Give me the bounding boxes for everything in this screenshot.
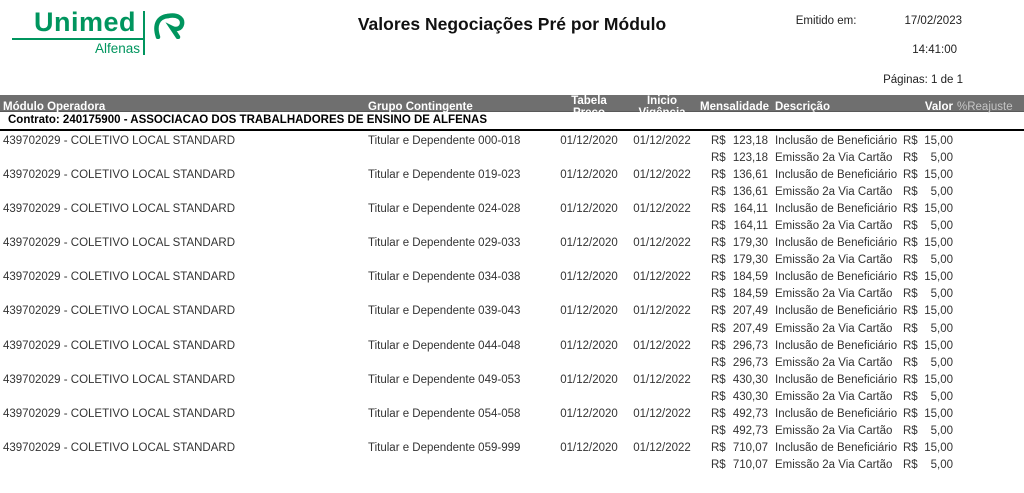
cell-tabela-preco: 01/12/2020	[560, 237, 618, 250]
cell-mensalidade-valor: 430,30	[732, 390, 768, 403]
cell-valor-currency: R$	[903, 271, 918, 284]
cell-valor-currency: R$	[903, 220, 918, 233]
cell-mensalidade-currency: R$	[711, 339, 726, 352]
table-row	[0, 371, 1024, 388]
cell-inicio-vigencia: 01/12/2022	[633, 373, 691, 386]
cell-valor: 5,00	[930, 288, 953, 301]
cell-valor: 15,00	[924, 373, 953, 386]
cell-modulo-operadora: 439702029 - COLETIVO LOCAL STANDARD	[3, 237, 236, 250]
table-row	[0, 149, 1024, 166]
table-row	[0, 354, 1024, 371]
cell-inicio-vigencia: 01/12/2022	[633, 271, 691, 284]
col-valor: Valor	[924, 101, 953, 113]
cell-grupo-contingente: Titular e Dependente 000-018	[368, 134, 521, 147]
cell-valor: 5,00	[930, 322, 953, 335]
cell-valor-currency: R$	[903, 425, 918, 438]
cell-modulo-operadora: 439702029 - COLETIVO LOCAL STANDARD	[3, 442, 236, 455]
cell-inicio-vigencia: 01/12/2022	[633, 168, 691, 181]
col-modulo-operadora: Módulo Operadora	[3, 101, 106, 113]
cell-mensalidade-valor: 123,18	[732, 151, 768, 164]
cell-mensalidade-currency: R$	[711, 202, 726, 215]
cell-modulo-operadora: 439702029 - COLETIVO LOCAL STANDARD	[3, 373, 236, 386]
cell-descricao: Emissão 2a Via Cartão	[775, 288, 893, 301]
cell-mensalidade-currency: R$	[711, 254, 726, 267]
cell-descricao: Emissão 2a Via Cartão	[775, 254, 893, 267]
cell-valor: 15,00	[924, 134, 953, 147]
cell-tabela-preco: 01/12/2020	[560, 134, 618, 147]
cell-descricao: Emissão 2a Via Cartão	[775, 390, 893, 403]
cell-valor-currency: R$	[903, 202, 918, 215]
table-row	[0, 406, 1024, 423]
cell-valor: 15,00	[924, 305, 953, 318]
col-descricao: Descrição	[775, 101, 830, 113]
cell-modulo-operadora: 439702029 - COLETIVO LOCAL STANDARD	[3, 271, 236, 284]
cell-inicio-vigencia: 01/12/2022	[633, 134, 691, 147]
cell-inicio-vigencia: 01/12/2022	[633, 305, 691, 318]
cell-descricao: Emissão 2a Via Cartão	[775, 356, 893, 369]
cell-mensalidade-valor: 710,07	[732, 442, 768, 455]
table-row	[0, 457, 1024, 474]
cell-inicio-vigencia: 01/12/2022	[633, 237, 691, 250]
cell-mensalidade-currency: R$	[711, 220, 726, 233]
cell-grupo-contingente: Titular e Dependente 059-999	[368, 442, 521, 455]
cell-mensalidade-valor: 492,73	[732, 425, 768, 438]
cell-mensalidade-currency: R$	[711, 237, 726, 250]
cell-valor-currency: R$	[903, 305, 918, 318]
cell-mensalidade-currency: R$	[711, 288, 726, 301]
cell-tabela-preco: 01/12/2020	[560, 168, 618, 181]
cell-mensalidade-valor: 179,30	[732, 254, 768, 267]
cell-descricao: Inclusão de Beneficiário	[775, 168, 898, 181]
cell-valor-currency: R$	[903, 151, 918, 164]
cell-valor: 15,00	[924, 237, 953, 250]
cell-valor: 15,00	[924, 408, 953, 421]
cell-tabela-preco: 01/12/2020	[560, 271, 618, 284]
table-row	[0, 337, 1024, 354]
table-row	[0, 132, 1024, 149]
emitted-label: Emitido em:	[795, 15, 857, 27]
cell-mensalidade-valor: 164,11	[733, 220, 768, 233]
table-row	[0, 269, 1024, 286]
cell-inicio-vigencia: 01/12/2022	[633, 202, 691, 215]
cell-mensalidade-valor: 184,59	[732, 271, 768, 284]
cell-mensalidade-valor: 296,73	[732, 356, 768, 369]
cell-modulo-operadora: 439702029 - COLETIVO LOCAL STANDARD	[3, 134, 236, 147]
table-row	[0, 423, 1024, 440]
emitted-row	[796, 15, 962, 27]
cell-valor-currency: R$	[903, 237, 918, 250]
cell-descricao: Inclusão de Beneficiário	[775, 442, 898, 455]
cell-valor: 5,00	[930, 254, 953, 267]
cell-valor: 15,00	[924, 442, 953, 455]
table-body	[0, 131, 1024, 474]
table-row	[0, 235, 1024, 252]
table-row	[0, 320, 1024, 337]
cell-valor-currency: R$	[903, 390, 918, 403]
cell-descricao: Inclusão de Beneficiário	[775, 408, 898, 421]
cell-valor: 5,00	[930, 151, 953, 164]
cell-valor-currency: R$	[903, 356, 918, 369]
cell-mensalidade-valor: 296,73	[732, 339, 768, 352]
cell-mensalidade-currency: R$	[711, 322, 726, 335]
cell-modulo-operadora: 439702029 - COLETIVO LOCAL STANDARD	[3, 408, 236, 421]
cell-valor: 15,00	[924, 271, 953, 284]
table-row	[0, 183, 1024, 200]
cell-mensalidade-currency: R$	[711, 390, 726, 403]
cell-mensalidade-valor: 136,61	[732, 168, 768, 181]
logo-brand-name: Unimed	[34, 7, 137, 37]
cell-valor-currency: R$	[903, 288, 918, 301]
cell-valor-currency: R$	[903, 254, 918, 267]
col-reajuste: %Reajuste	[957, 101, 1013, 113]
col-grupo-contingente: Grupo Contingente	[368, 101, 473, 113]
cell-descricao: Emissão 2a Via Cartão	[775, 425, 893, 438]
cell-modulo-operadora: 439702029 - COLETIVO LOCAL STANDARD	[3, 339, 236, 352]
cell-valor-currency: R$	[903, 168, 918, 181]
cell-grupo-contingente: Titular e Dependente 054-058	[368, 408, 521, 421]
cell-descricao: Emissão 2a Via Cartão	[775, 185, 893, 198]
cell-valor-currency: R$	[903, 322, 918, 335]
pages-info: Páginas: 1 de 1	[883, 74, 963, 86]
cell-grupo-contingente: Titular e Dependente 034-038	[368, 271, 521, 284]
cell-descricao: Emissão 2a Via Cartão	[775, 151, 893, 164]
cell-grupo-contingente: Titular e Dependente 024-028	[368, 202, 521, 215]
contract-row: Contrato: 240175900 - ASSOCIACAO DOS TRABALHADORES DE ENSINO DE ALFENAS	[0, 112, 1024, 131]
cell-valor-currency: R$	[903, 459, 918, 472]
cell-mensalidade-currency: R$	[711, 134, 726, 147]
cell-descricao: Inclusão de Beneficiário	[775, 271, 898, 284]
cell-valor: 5,00	[930, 356, 953, 369]
cell-mensalidade-valor: 184,59	[732, 288, 768, 301]
cell-valor-currency: R$	[903, 185, 918, 198]
cell-mensalidade-currency: R$	[711, 459, 726, 472]
table-row	[0, 217, 1024, 234]
cell-descricao: Inclusão de Beneficiário	[775, 373, 898, 386]
cell-inicio-vigencia: 01/12/2022	[633, 442, 691, 455]
cell-grupo-contingente: Titular e Dependente 019-023	[368, 168, 521, 181]
report-header	[0, 0, 1024, 95]
cell-mensalidade-currency: R$	[711, 305, 726, 318]
cell-mensalidade-valor: 492,73	[732, 408, 768, 421]
cell-mensalidade-currency: R$	[711, 442, 726, 455]
logo-underline	[12, 38, 143, 40]
cell-descricao: Emissão 2a Via Cartão	[775, 459, 893, 472]
cell-descricao: Inclusão de Beneficiário	[775, 202, 898, 215]
cell-valor: 5,00	[930, 425, 953, 438]
table-header	[0, 95, 1024, 119]
cell-valor: 5,00	[930, 459, 953, 472]
table-row	[0, 440, 1024, 457]
cell-mensalidade-valor: 207,49	[732, 322, 768, 335]
cell-modulo-operadora: 439702029 - COLETIVO LOCAL STANDARD	[3, 305, 236, 318]
cell-mensalidade-currency: R$	[711, 168, 726, 181]
cell-tabela-preco: 01/12/2020	[560, 408, 618, 421]
cell-inicio-vigencia: 01/12/2022	[633, 408, 691, 421]
cell-mensalidade-valor: 123,18	[732, 134, 768, 147]
cell-descricao: Inclusão de Beneficiário	[775, 237, 898, 250]
cell-descricao: Inclusão de Beneficiário	[775, 134, 898, 147]
table-row	[0, 286, 1024, 303]
cell-modulo-operadora: 439702029 - COLETIVO LOCAL STANDARD	[3, 168, 236, 181]
col-mensalidade: Mensalidade	[700, 101, 770, 113]
cell-valor: 5,00	[930, 390, 953, 403]
cell-mensalidade-currency: R$	[711, 151, 726, 164]
cell-mensalidade-valor: 710,07	[732, 459, 768, 472]
cell-valor-currency: R$	[903, 134, 918, 147]
cell-tabela-preco: 01/12/2020	[560, 202, 618, 215]
cell-tabela-preco: 01/12/2020	[560, 373, 618, 386]
cell-descricao: Inclusão de Beneficiário	[775, 339, 898, 352]
cell-tabela-preco: 01/12/2020	[560, 339, 618, 352]
report-table	[0, 95, 1024, 474]
col-inicio-vigencia: Inicio Vigência	[638, 95, 686, 119]
cell-valor: 15,00	[924, 202, 953, 215]
cell-mensalidade-currency: R$	[711, 271, 726, 284]
cell-mensalidade-valor: 430,30	[732, 373, 768, 386]
cell-valor: 5,00	[930, 185, 953, 198]
table-row	[0, 166, 1024, 183]
cell-valor-currency: R$	[903, 442, 918, 455]
cell-descricao: Emissão 2a Via Cartão	[775, 220, 893, 233]
cell-modulo-operadora: 439702029 - COLETIVO LOCAL STANDARD	[3, 202, 236, 215]
cell-mensalidade-currency: R$	[711, 425, 726, 438]
cell-mensalidade-valor: 164,11	[733, 202, 768, 215]
cell-mensalidade-currency: R$	[711, 373, 726, 386]
cell-tabela-preco: 01/12/2020	[560, 442, 618, 455]
table-row	[0, 388, 1024, 405]
cell-mensalidade-valor: 179,30	[732, 237, 768, 250]
cell-valor-currency: R$	[903, 408, 918, 421]
cell-mensalidade-valor: 207,49	[732, 305, 768, 318]
cell-grupo-contingente: Titular e Dependente 049-053	[368, 373, 521, 386]
table-row	[0, 200, 1024, 217]
emitted-date: 17/02/2023	[904, 15, 962, 27]
cell-grupo-contingente: Titular e Dependente 029-033	[368, 237, 521, 250]
table-row	[0, 252, 1024, 269]
cell-tabela-preco: 01/12/2020	[560, 305, 618, 318]
table-row	[0, 303, 1024, 320]
cell-mensalidade-valor: 136,61	[732, 185, 768, 198]
cell-inicio-vigencia: 01/12/2022	[633, 339, 691, 352]
cell-valor: 5,00	[930, 220, 953, 233]
cell-mensalidade-currency: R$	[711, 408, 726, 421]
cell-descricao: Emissão 2a Via Cartão	[775, 322, 893, 335]
cell-valor-currency: R$	[903, 339, 918, 352]
cell-grupo-contingente: Titular e Dependente 039-043	[368, 305, 521, 318]
cell-valor: 15,00	[924, 168, 953, 181]
page-title: Valores Negociações Pré por Módulo	[357, 14, 667, 34]
cell-mensalidade-currency: R$	[711, 356, 726, 369]
cell-valor-currency: R$	[903, 373, 918, 386]
emitted-time: 14:41:00	[912, 44, 957, 56]
cell-mensalidade-currency: R$	[711, 185, 726, 198]
cell-descricao: Inclusão de Beneficiário	[775, 305, 898, 318]
logo-region-name: Alfenas	[94, 41, 140, 56]
cell-grupo-contingente: Titular e Dependente 044-048	[368, 339, 521, 352]
col-tabela-preco: Tabela Preço	[571, 95, 607, 119]
cell-valor: 15,00	[924, 339, 953, 352]
